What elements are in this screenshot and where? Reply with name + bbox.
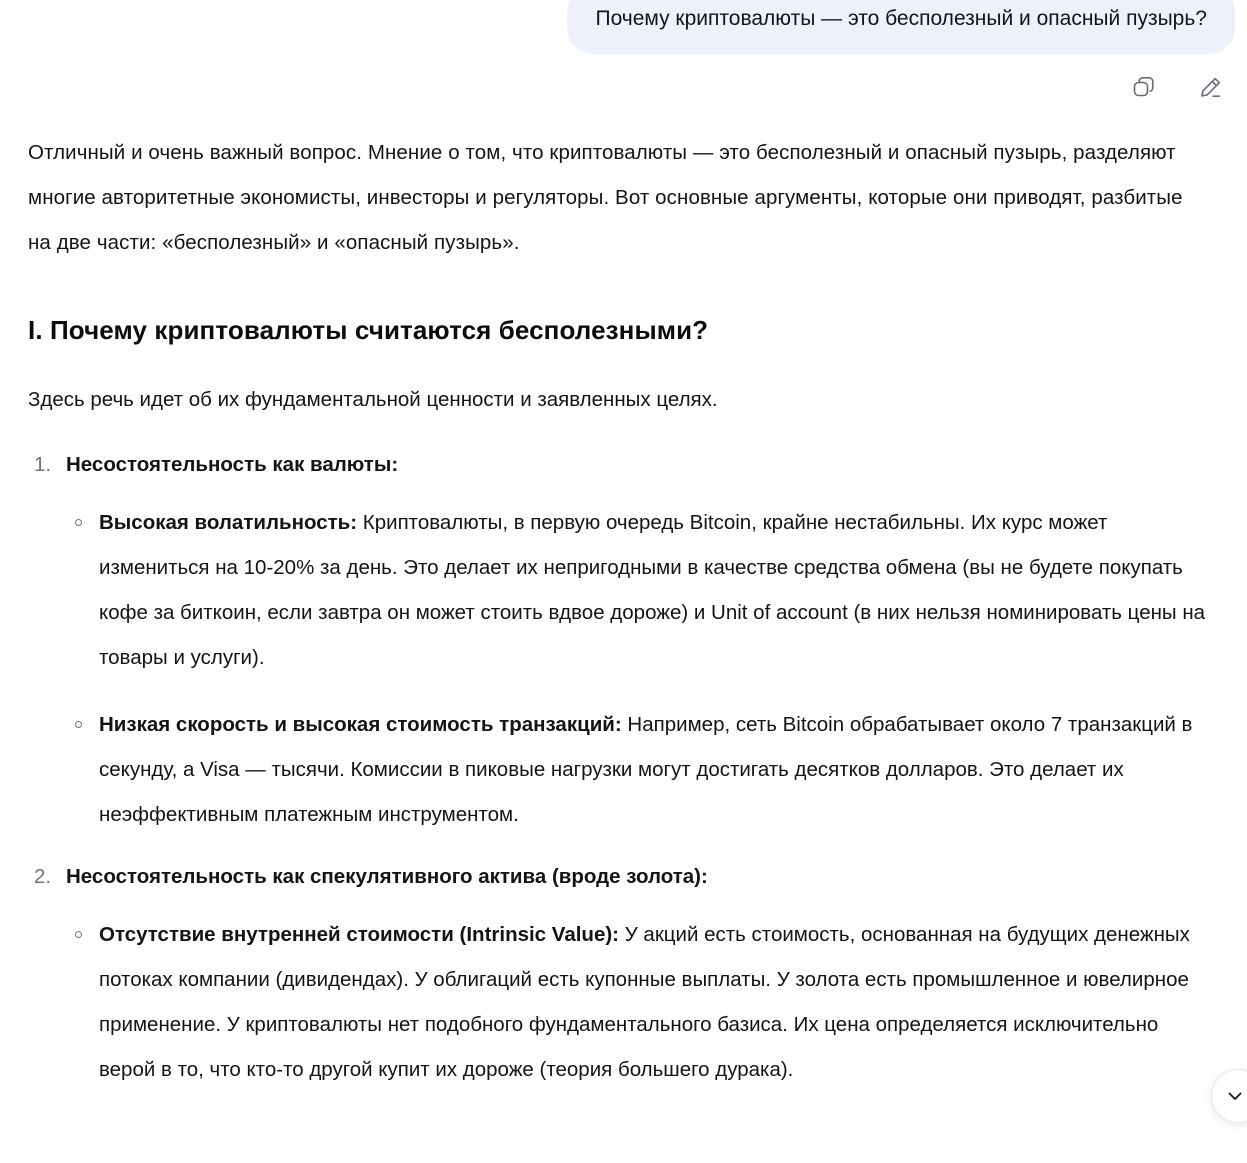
sub-list-item-text: Криптовалюты, в первую очередь Bitcoin, крайне нестабильны. Их курс может измениться на 10-20% за день. Это делает их непригодными в качестве средства обмена (вы не будете покупать кофе за биткоин, если завтра он может стоить вдвое дороже) и Unit of account (в них нельзя номинировать цены на товары и услуги). xyxy=(99,511,1206,669)
intro-paragraph: Отличный и очень важный вопрос. Мнение о том, что криптовалюты — это бесполезный и опасный пузырь, разделяют многие авторитетные экономисты, инвесторы и регуляторы. Вот основные аргументы, которые они приводят, разбитые на две части: «бесполезный» и «опасный пузырь». xyxy=(28,141,1183,254)
assistant-answer xyxy=(0,108,1247,1092)
edit-icon xyxy=(1197,75,1223,101)
sub-list-item-text: У акций есть стоимость, основанная на будущих денежных потоках компании (дивидендах). У облигаций есть купонные выплаты. У золота есть промышленное и ювелирное применение. У криптовалюты нет подобного фундаментального базиса. Их цена определяется исключительно верой в то, что кто-то другой купит их дороже (теория большего дурака). xyxy=(99,923,1190,1081)
edit-button[interactable] xyxy=(1195,73,1225,103)
sub-list xyxy=(66,912,1207,1092)
user-message-bubble xyxy=(567,0,1235,54)
list-item-title: Несостоятельность как спекулятивного актива (вроде золота): xyxy=(66,865,708,888)
sub-list-item-label: Отсутствие внутренней стоимости (Intrinsic Value): xyxy=(99,923,619,946)
copy-button[interactable] xyxy=(1129,73,1159,103)
sub-list xyxy=(66,500,1207,837)
copy-icon xyxy=(1131,75,1157,101)
sub-list-item-label: Низкая скорость и высокая стоимость транзакций: xyxy=(99,713,622,736)
section-lede: Здесь речь идет об их фундаментальной ценности и заявленных целях. xyxy=(28,388,718,411)
sub-list-item xyxy=(99,500,1207,680)
section-heading: I. Почему криптовалюты считаются бесполезными? xyxy=(28,315,709,345)
list-item xyxy=(66,861,1207,1092)
user-message-text: Почему криптовалюты — это бесполезный и опасный пузырь? xyxy=(595,7,1207,30)
sub-list-item-label: Высокая волатильность: xyxy=(99,511,358,534)
sub-list-item-text: Например, сеть Bitcoin обрабатывает около 7 транзакций в секунду, а Visa — тысячи. Комиссии в пиковые нагрузки могут достигать десятков долларов. Это делает их неэффективным платежным инструментом. xyxy=(99,713,1193,826)
list-item-title: Несостоятельность как валюты: xyxy=(66,453,399,476)
sub-list-item xyxy=(99,702,1207,837)
sub-list-item xyxy=(99,912,1207,1092)
numbered-list xyxy=(28,449,1207,1092)
message-actions xyxy=(0,54,1247,108)
list-item xyxy=(66,449,1207,837)
chevron-down-icon xyxy=(1232,1086,1245,1106)
user-message-row xyxy=(0,0,1247,54)
